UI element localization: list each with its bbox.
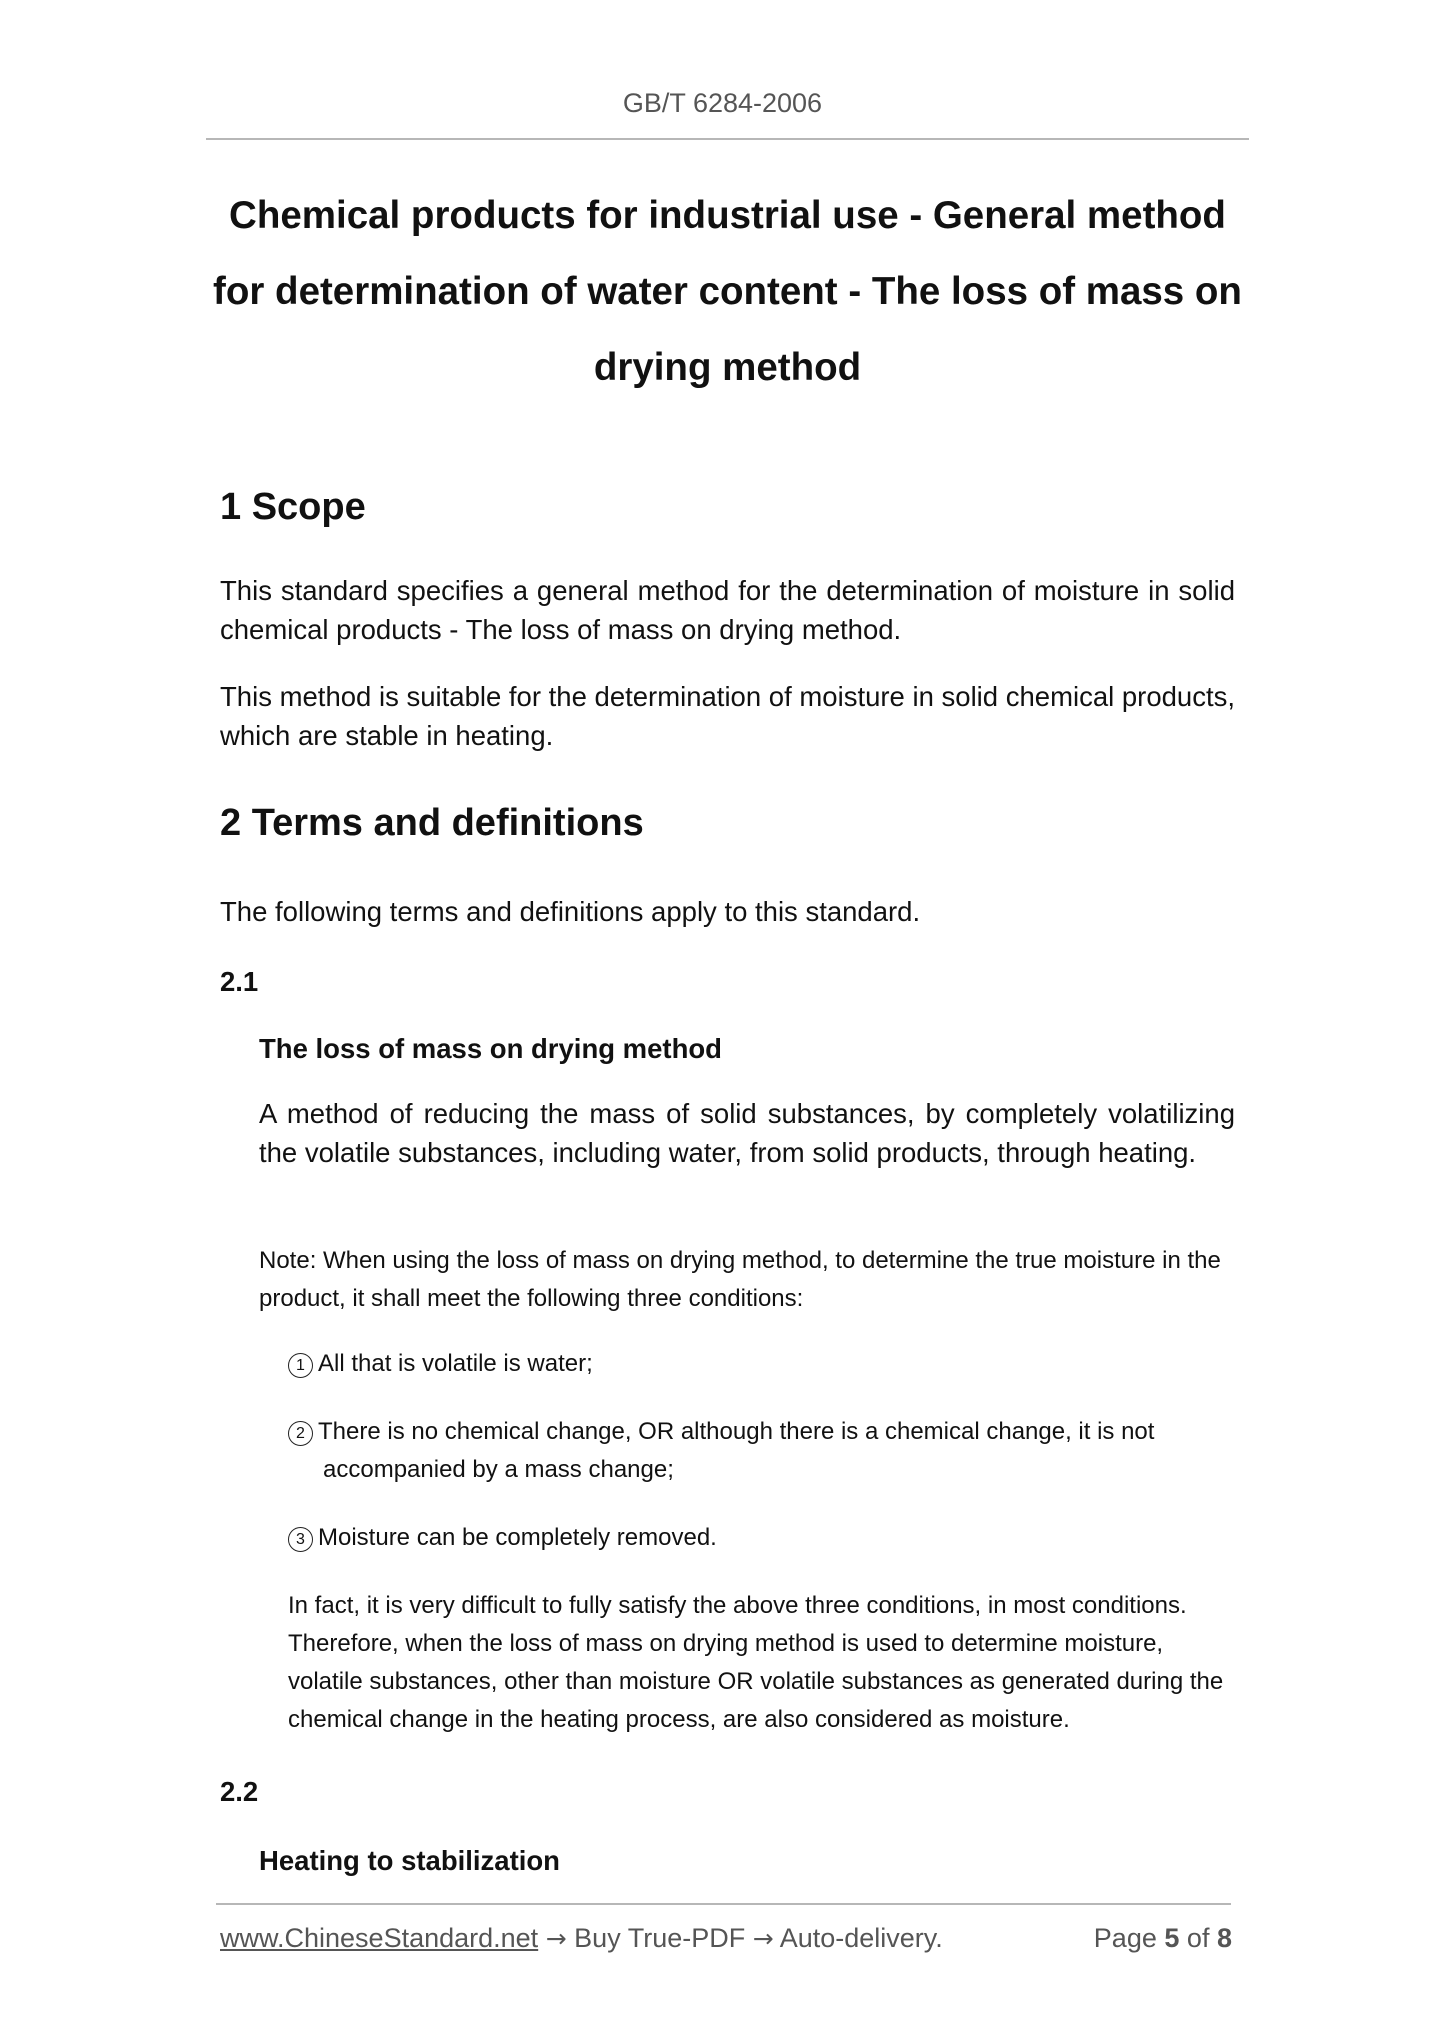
auto-delivery-text: Auto-delivery. [779,1923,943,1953]
scope-paragraph-2: This method is suitable for the determination of moisture in solid chemical products, which are stable in heating. [220,681,1235,751]
term-loss-of-mass: The loss of mass on drying method [259,1033,722,1064]
current-page-number: 5 [1164,1923,1180,1953]
document-title: Chemical products for industrial use - General method for determination of water content - The loss of mass on drying method [213,194,1242,389]
page-footer [220,1923,1232,1954]
term-heating-to-stabilization: Heating to stabilization [259,1845,560,1876]
scope-paragraph-1: This standard specifies a general method for the determination of moisture in solid chemical products - The loss of mass on drying method. [220,575,1235,645]
page-indicator [1094,1923,1232,1954]
clause-number-2-2: 2.2 [220,1776,259,1807]
note-continued: In fact, it is very difficult to fully satisfy the above three conditions, in most conditions. Therefore, when the loss of mass on drying method is used to determine moisture, volatile substances, other than moisture OR volatile substances as generated during the chemical change in the heating process, are also considered as moisture. [288,1592,1224,1733]
arrow-right-icon: → [752,1924,774,1953]
condition-item-3 [288,1519,1235,1557]
footer-divider [216,1903,1231,1905]
section-heading-scope: 1 Scope [220,486,366,528]
total-page-count: 8 [1216,1923,1232,1953]
standard-code: GB/T 6284-2006 [622,88,823,118]
circled-number-icon: 1 [288,1353,313,1378]
section-heading-terms: 2 Terms and definitions [220,802,644,844]
page-label: Page [1093,1923,1157,1953]
circled-number-icon: 3 [288,1527,313,1552]
buy-true-pdf-text: Buy True-PDF [574,1923,746,1953]
condition-text: There is no chemical change, OR although there is a chemical change, it is not [318,1418,1155,1445]
clause-number-2-1: 2.1 [220,966,259,997]
header-divider [206,138,1249,140]
page-of-label: of [1186,1923,1210,1953]
website-link[interactable]: www.ChineseStandard.net [220,1923,539,1953]
note-conditions: Note: When using the loss of mass on drying method, to determine the true moisture in the product, it shall meet the following three conditions: [259,1247,1221,1312]
terms-intro: The following terms and definitions apply to this standard. [220,896,921,927]
condition-text-continued: accompanied by a mass change; [323,1456,674,1483]
condition-text: All that is volatile is water; [318,1350,593,1377]
arrow-right-icon: → [545,1924,567,1953]
circled-number-icon: 2 [288,1421,313,1446]
condition-text: Moisture can be completely removed. [318,1524,717,1551]
condition-item-1 [288,1345,1235,1383]
condition-item-2 [288,1413,1235,1489]
definition-loss-of-mass: A method of reducing the mass of solid substances, by completely volatilizing the volatile substances, including water, from solid products, through heating. [259,1098,1235,1168]
